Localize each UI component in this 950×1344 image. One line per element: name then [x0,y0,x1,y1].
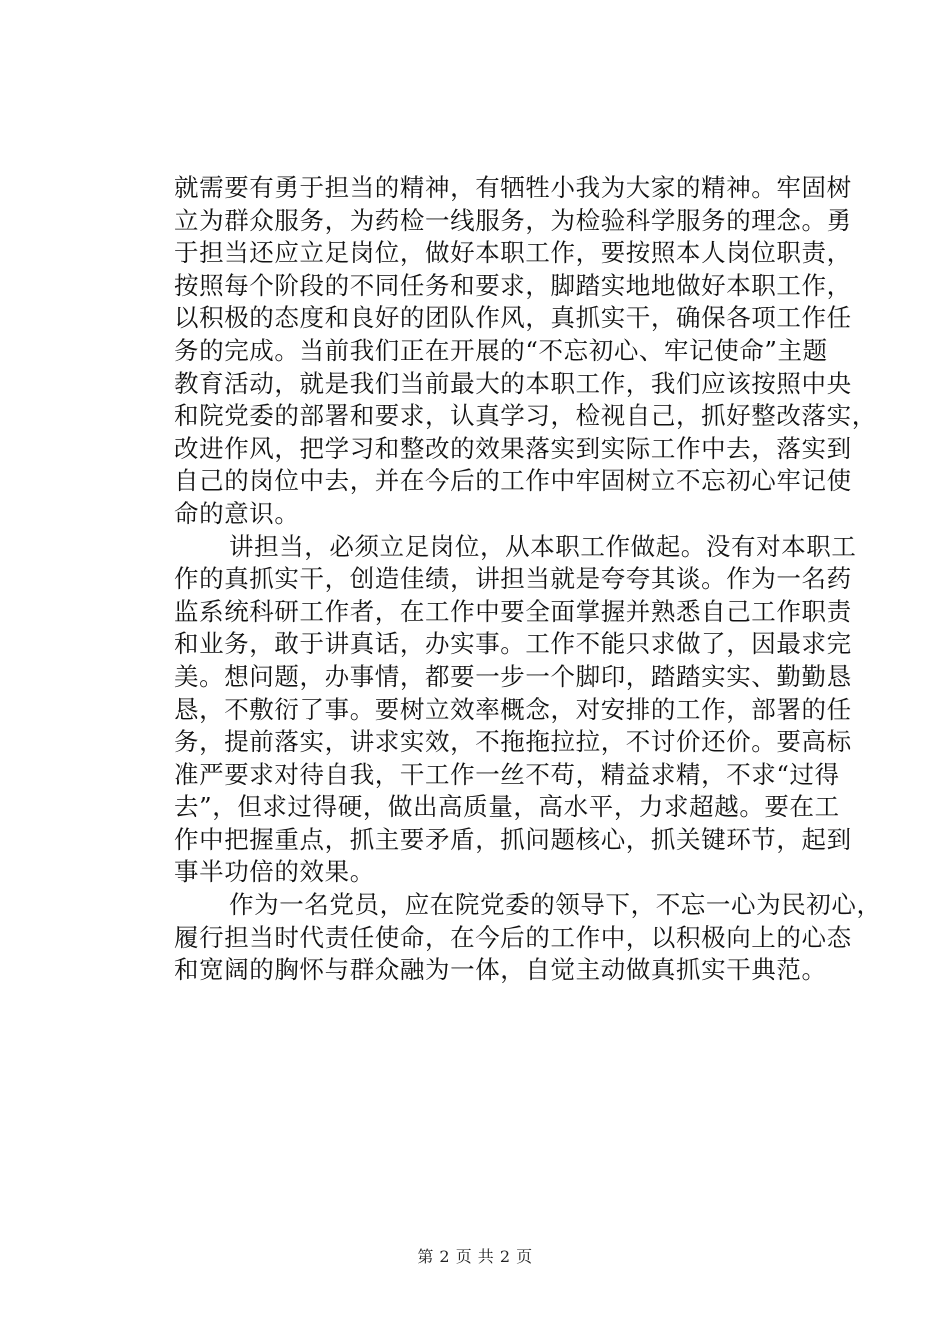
text-line: 按照每个阶段的不同任务和要求，脚踏实地地做好本职工作， [174,270,852,300]
document-body [174,172,882,987]
text-line: 去”，但求过得硬，做出高质量，高水平，力求超越。要在工 [174,792,840,822]
text-line: 务的完成。当前我们正在开展的“不忘初心、牢记使命”主题 [174,335,828,365]
text-line: 立为群众服务，为药检一线服务，为检验科学服务的理念。勇 [174,205,852,235]
text-line: 命的意识。 [174,498,300,528]
text-line: 自己的岗位中去，并在今后的工作中牢固树立不忘初心牢记使 [174,466,852,496]
text-line: 作为一名党员，应在院党委的领导下，不忘一心为民初心， [229,890,882,920]
text-line: 监系统科研工作者，在工作中要全面掌握并熟悉自己工作职责 [174,596,852,626]
text-line: 于担当还应立足岗位，做好本职工作，要按照本人岗位职责， [174,238,852,268]
text-line: 作的真抓实干，创造佳绩，讲担当就是夸夸其谈。作为一名药 [174,564,852,594]
text-line: 作中把握重点，抓主要矛盾，抓问题核心，抓关键环节，起到 [174,824,852,854]
text-line: 恳，不敷衍了事。要树立效率概念，对安排的工作，部署的任 [174,694,852,724]
text-line: 改进作风，把学习和整改的效果落实到实际工作中去，落实到 [174,433,852,463]
text-line: 事半功倍的效果。 [174,857,375,887]
text-line: 和业务，敢于讲真话，办实事。工作不能只求做了，因最求完 [174,629,852,659]
text-line: 务，提前落实，讲求实效，不拖拖拉拉，不讨价还价。要高标 [174,727,852,757]
text-line: 讲担当，必须立足岗位，从本职工作做起。没有对本职工 [229,531,857,561]
page-footer: 第 2 页 共 2 页 [417,1247,533,1266]
text-line: 教育活动，就是我们当前最大的本职工作，我们应该按照中央 [174,368,852,398]
text-line: 履行担当时代责任使命，在今后的工作中，以积极向上的心态 [174,922,852,952]
text-line: 以积极的态度和良好的团队作风，真抓实干，确保各项工作任 [174,303,852,333]
text-line: 和宽阔的胸怀与群众融为一体，自觉主动做真抓实干典范。 [174,955,827,985]
text-line: 和院党委的部署和要求，认真学习，检视自己，抓好整改落实， [174,401,877,431]
text-line: 准严要求对待自我，干工作一丝不苟，精益求精，不求“过得 [174,759,840,789]
text-line: 美。想问题，办事情，都要一步一个脚印，踏踏实实、勤勤恳 [174,661,852,691]
text-line: 就需要有勇于担当的精神，有牺牲小我为大家的精神。牢固树 [174,173,852,202]
